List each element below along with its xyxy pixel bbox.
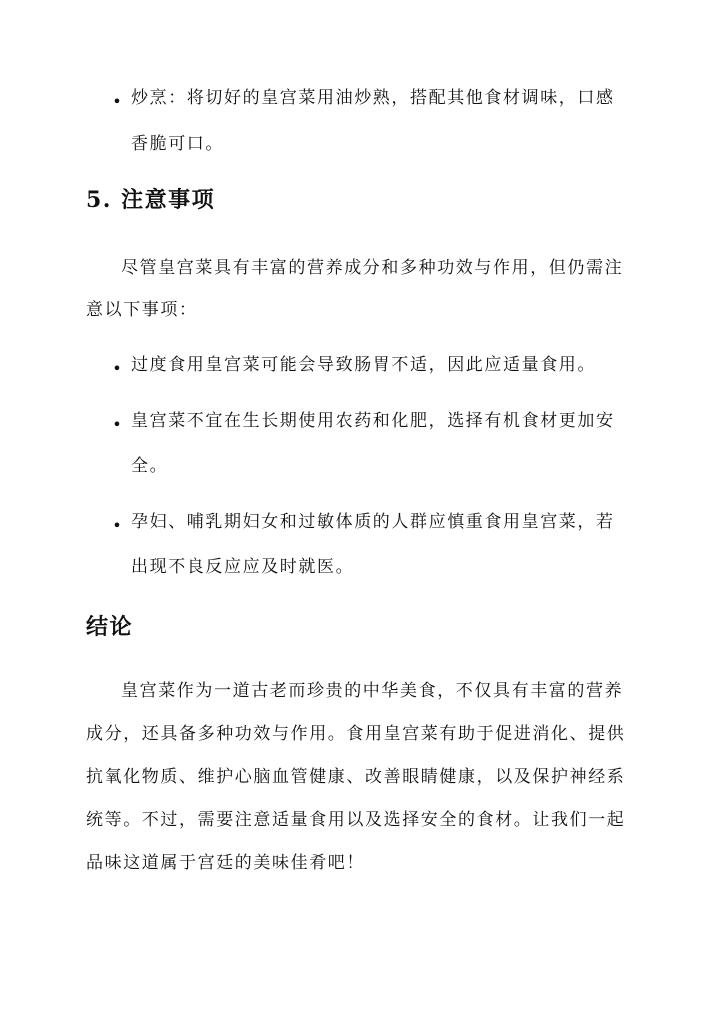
conclusion-line-5: 品味这道属于宫廷的美味佳肴吧！	[86, 853, 365, 873]
conclusion-line-4: 统等。不过，需要注意适量食用以及选择安全的食材。让我们一起	[86, 810, 626, 830]
bullet-marker: •	[112, 415, 122, 434]
caution-item-3-line-1: 孕妇、哺乳期妇女和过敏体质的人群应慎重食用皇宫菜，若	[131, 512, 615, 532]
cooking-step-line-1: 炒烹：将切好的皇宫菜用油炒熟，搭配其他食材调味，口感	[131, 88, 615, 108]
section-5-heading: 5. 注意事项	[86, 187, 216, 213]
conclusion-line-2: 成分，还具备多种功效与作用。食用皇宫菜有助于促进消化、提供	[86, 724, 626, 744]
section-5-intro-line-1: 尽管皇宫菜具有丰富的营养成分和多种功效与作用，但仍需注	[121, 258, 624, 278]
bullet-marker: •	[112, 516, 122, 535]
caution-item-1-line-1: 过度食用皇宫菜可能会导致肠胃不适，因此应适量食用。	[131, 355, 596, 375]
caution-item-2-line-2: 全。	[131, 456, 169, 476]
cooking-step-line-2: 香脆可口。	[131, 134, 224, 154]
caution-item-2-line-1: 皇宫菜不宜在生长期使用农药和化肥，选择有机食材更加安	[131, 411, 615, 431]
bullet-marker: •	[112, 92, 122, 111]
section-5-intro-line-2: 意以下事项：	[86, 300, 198, 320]
conclusion-line-1: 皇宫菜作为一道古老而珍贵的中华美食，不仅具有丰富的营养	[121, 681, 624, 701]
caution-item-3-line-2: 出现不良反应应及时就医。	[131, 557, 355, 577]
conclusion-line-3: 抗氧化物质、维护心脑血管健康、改善眼睛健康，以及保护神经系	[86, 767, 626, 787]
conclusion-heading: 结论	[86, 614, 134, 640]
bullet-marker: •	[112, 359, 122, 378]
